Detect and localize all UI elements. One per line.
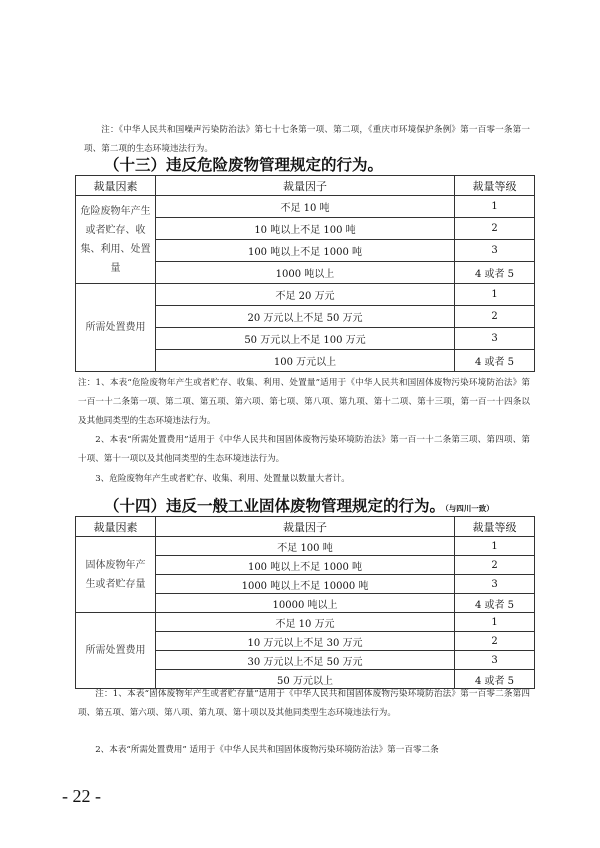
condition-cell: 不足 20 万元 [156,284,455,306]
condition-cell: 50 万元以上 [156,670,455,689]
level-cell: 2 [455,218,535,240]
section-13-note-1: 注：1、本表“危险废物年产生或者贮存、收集、利用、处置量”适用于《中华人民共和国固体废物污染环境防治法》第一百一十二条第一项、第二项、第五项、第六项、第七项、第八项、第九项、第十二项、第十三项，第一百一十四条以及其他同类型的生态环境违法行为。 [78,378,530,426]
factor-cell [76,537,156,613]
factor-label: 危险废物年产生或者贮存、收集、利用、处置量 [80,205,151,274]
level-cell: 4 或者 5 [455,262,535,284]
level-cell: 2 [455,306,535,328]
level-cell: 3 [455,240,535,262]
level-cell: 3 [455,328,535,350]
condition-cell: 1000 吨以上不足 10000 吨 [156,575,455,594]
header-level: 裁量等级 [455,517,535,537]
level-cell: 2 [455,632,535,651]
section-14-title: （十四）违反一般工业固体废物管理规定的行为。 [104,497,446,515]
section-13-table [75,175,535,372]
header-level: 裁量等级 [455,176,535,196]
level-cell: 3 [455,575,535,594]
section-14-note-2: 2、本表“所需处置费用” 适用于《中华人民共和国固体废物污染环境防治法》第一百零二条 [95,745,439,755]
condition-cell: 100 吨以上不足 1000 吨 [156,240,455,262]
condition-cell: 100 吨以上不足 1000 吨 [156,556,455,575]
section-13-heading: （十三）违反危险废物管理规定的行为。 [104,156,384,174]
condition-cell: 50 万元以上不足 100 万元 [156,328,455,350]
level-cell: 3 [455,651,535,670]
section-14-note-1: 注：1、本表“固体废物年产生或者贮存量”适用于《中华人民共和国固体废物污染环境防治法》第一百零二条第四项、第五项、第六项、第八项、第九项、第十项以及其他同类型生态环境违法行为。 [78,689,530,718]
condition-cell: 不足 10 万元 [156,613,455,632]
section-13-note-2: 2、本表“所需处置费用”适用于《中华人民共和国固体废物污染环境防治法》第一百一十二条第三项、第四项、第十项、第十一项以及其他同类型的生态环境违法行为。 [78,435,530,464]
factor-label: 所需处置费用 [85,322,146,333]
factor-cell [76,284,156,372]
note-top: 注：《中华人民共和国噪声污染防治法》第七十七条第一项、第二项，《重庆市环境保护条例》第一百零一条第一项、第二项的生态环境违法行为。 [84,125,530,154]
level-cell: 1 [455,196,535,218]
condition-cell: 10 吨以上不足 100 吨 [156,218,455,240]
factor-cell [76,613,156,689]
level-cell: 1 [455,284,535,306]
page-number: - 22 - [62,786,101,806]
condition-cell: 不足 10 吨 [156,196,455,218]
condition-cell: 100 万元以上 [156,350,455,372]
level-cell: 4 或者 5 [455,594,535,613]
condition-cell: 30 万元以上不足 50 万元 [156,651,455,670]
section-14-tail: （与四川一致） [445,504,494,513]
header-factor: 裁量因素 [76,517,156,537]
header-factor: 裁量因素 [76,176,156,196]
condition-cell: 10 万元以上不足 30 万元 [156,632,455,651]
level-cell: 1 [455,537,535,556]
section-14-heading [104,494,494,516]
condition-cell: 1000 吨以上 [156,262,455,284]
section-13-note-3: 3、危险废物年产生或者贮存、收集、利用、处置量以数量大者计。 [95,474,350,484]
section-14-table [75,516,535,689]
level-cell: 2 [455,556,535,575]
condition-cell: 10000 吨以上 [156,594,455,613]
factor-label: 所需处置费用 [85,645,146,656]
level-cell: 4 或者 5 [455,350,535,372]
header-condition: 裁量因子 [156,517,455,537]
condition-cell: 20 万元以上不足 50 万元 [156,306,455,328]
factor-label: 固体废物年产生或者贮存量 [85,559,146,590]
level-cell: 4 或者 5 [455,670,535,689]
condition-cell: 不足 100 吨 [156,537,455,556]
level-cell: 1 [455,613,535,632]
factor-cell [76,196,156,284]
header-condition: 裁量因子 [156,176,455,196]
